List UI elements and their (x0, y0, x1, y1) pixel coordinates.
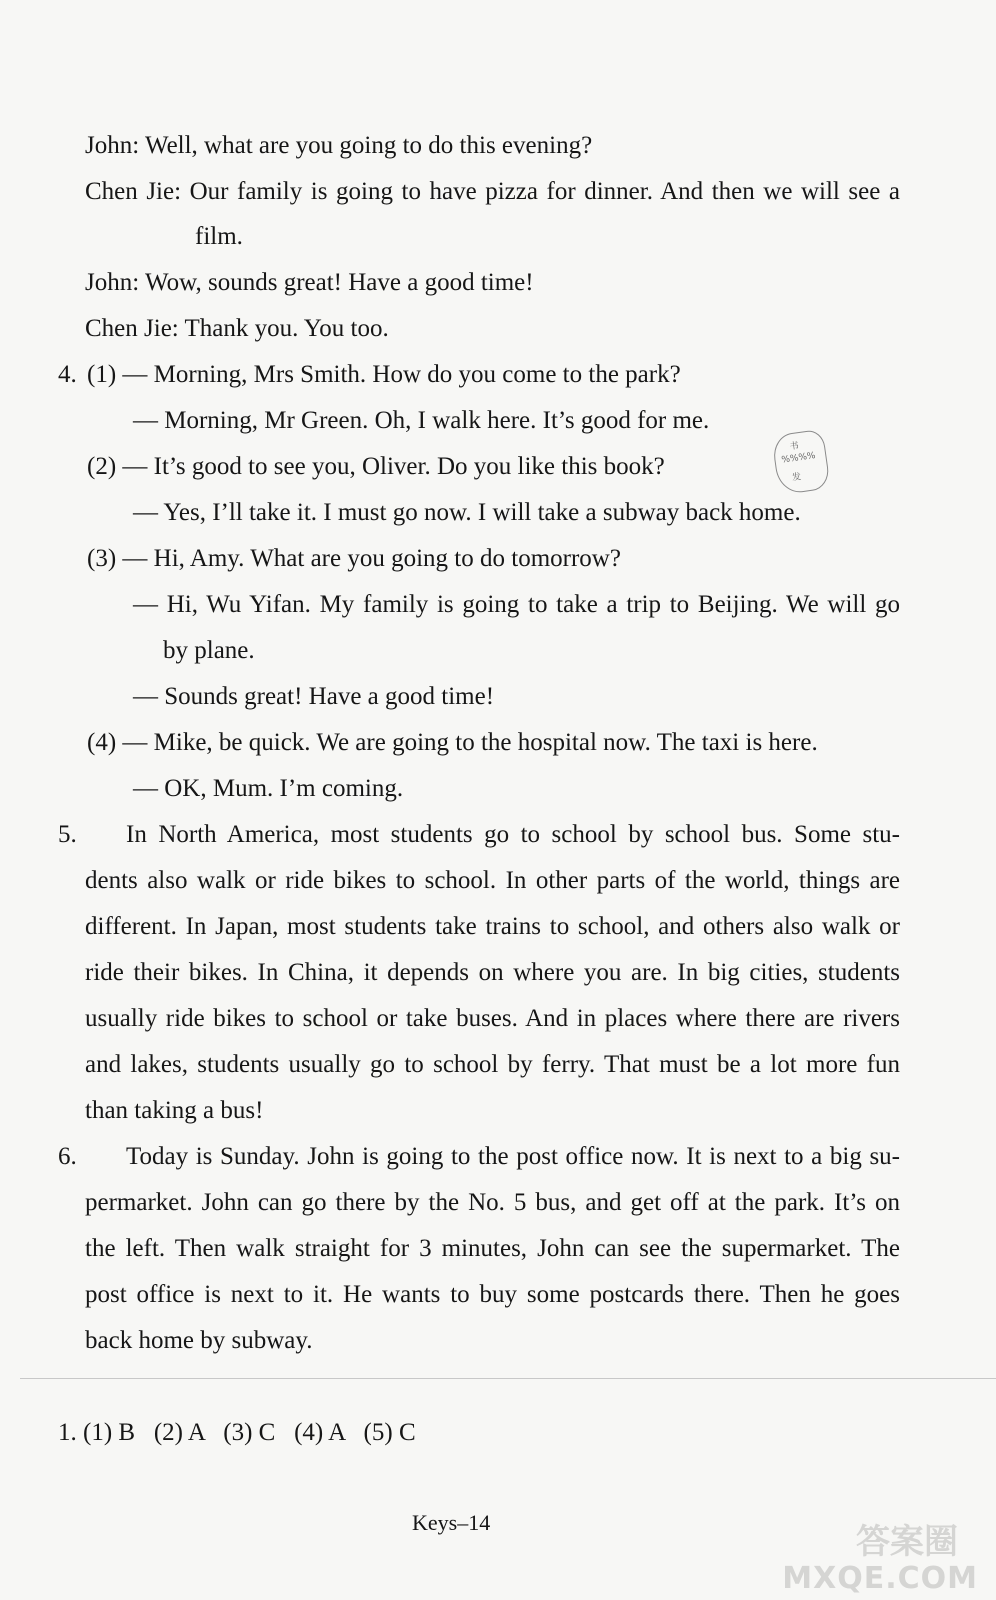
item5-paragraph-line: than taking a bus! (85, 1097, 264, 1124)
item6-paragraph-line: Today is Sunday. John is going to the post office now. It is next to a big su- (126, 1143, 900, 1170)
watermark-bottom-text: MXQE.COM (782, 1561, 978, 1596)
item5-paragraph-line: usually ride bikes to school or take buses. And in places where there are rivers (85, 1005, 900, 1032)
stamp-seal-icon: 书 %%%% 发 (771, 429, 831, 496)
answer-key-line: 1. (1) B (2) A (3) C (4) A (5) C (58, 1419, 416, 1446)
item5-paragraph-line: different. In Japan, most students take trains to school, and others also walk or (85, 913, 900, 940)
watermark-logo (758, 1510, 978, 1600)
item4-q1-question: (1) — Morning, Mrs Smith. How do you come to the park? (87, 361, 681, 388)
dialog-line-continued: film. (195, 223, 243, 250)
item6-paragraph-line: the left. Then walk straight for 3 minutes, John can see the supermarket. The (85, 1235, 900, 1262)
item4-q1-answer: — Morning, Mr Green. Oh, I walk here. It’s good for me. (133, 407, 710, 434)
item4-q2-answer: — Yes, I’ll take it. I must go now. I will take a subway back home. (133, 499, 801, 526)
dialog-line: John: Well, what are you going to do this evening? (85, 132, 593, 159)
item4-q4-question: (4) — Mike, be quick. We are going to the hospital now. The taxi is here. (87, 729, 818, 756)
item4-q3-reply: — Sounds great! Have a good time! (133, 683, 495, 710)
item4-q3-question: (3) — Hi, Amy. What are you going to do tomorrow? (87, 545, 621, 572)
item6-paragraph-line: permarket. John can go there by the No. 5 bus, and get off at the park. It’s on (85, 1189, 900, 1216)
item4-q4-answer: — OK, Mum. I’m coming. (133, 775, 404, 802)
item6-paragraph-line: post office is next to it. He wants to buy some postcards there. Then he goes (85, 1281, 900, 1308)
item4-q3-answer: — Hi, Wu Yifan. My family is going to take a trip to Beijing. We will go (133, 591, 900, 618)
item5-paragraph-line: dents also walk or ride bikes to school. In other parts of the world, things are (85, 867, 900, 894)
item6-paragraph-line: back home by subway. (85, 1327, 313, 1354)
item-number: 6. (58, 1143, 77, 1170)
item-number: 4. (58, 361, 77, 388)
item4-q3-answer-continued: by plane. (163, 637, 255, 664)
item4-q2-question: (2) — It’s good to see you, Oliver. Do you like this book? (87, 453, 665, 480)
watermark-top-text: 答案圈 (856, 1522, 958, 1562)
section-divider (20, 1378, 996, 1379)
page-footer: Keys–14 (412, 1510, 491, 1535)
dialog-line: John: Wow, sounds great! Have a good time! (85, 269, 534, 296)
dialog-line: Chen Jie: Thank you. You too. (85, 315, 389, 342)
dialog-line: Chen Jie: Our family is going to have pizza for dinner. And then we will see a (85, 178, 900, 205)
item5-paragraph-line: ride their bikes. In China, it depends on where you are. In big cities, students (85, 959, 900, 986)
item5-paragraph-line: and lakes, students usually go to school by ferry. That must be a lot more fun (85, 1051, 900, 1078)
item5-paragraph-line: In North America, most students go to school by school bus. Some stu- (126, 821, 900, 848)
item-number: 5. (58, 821, 77, 848)
